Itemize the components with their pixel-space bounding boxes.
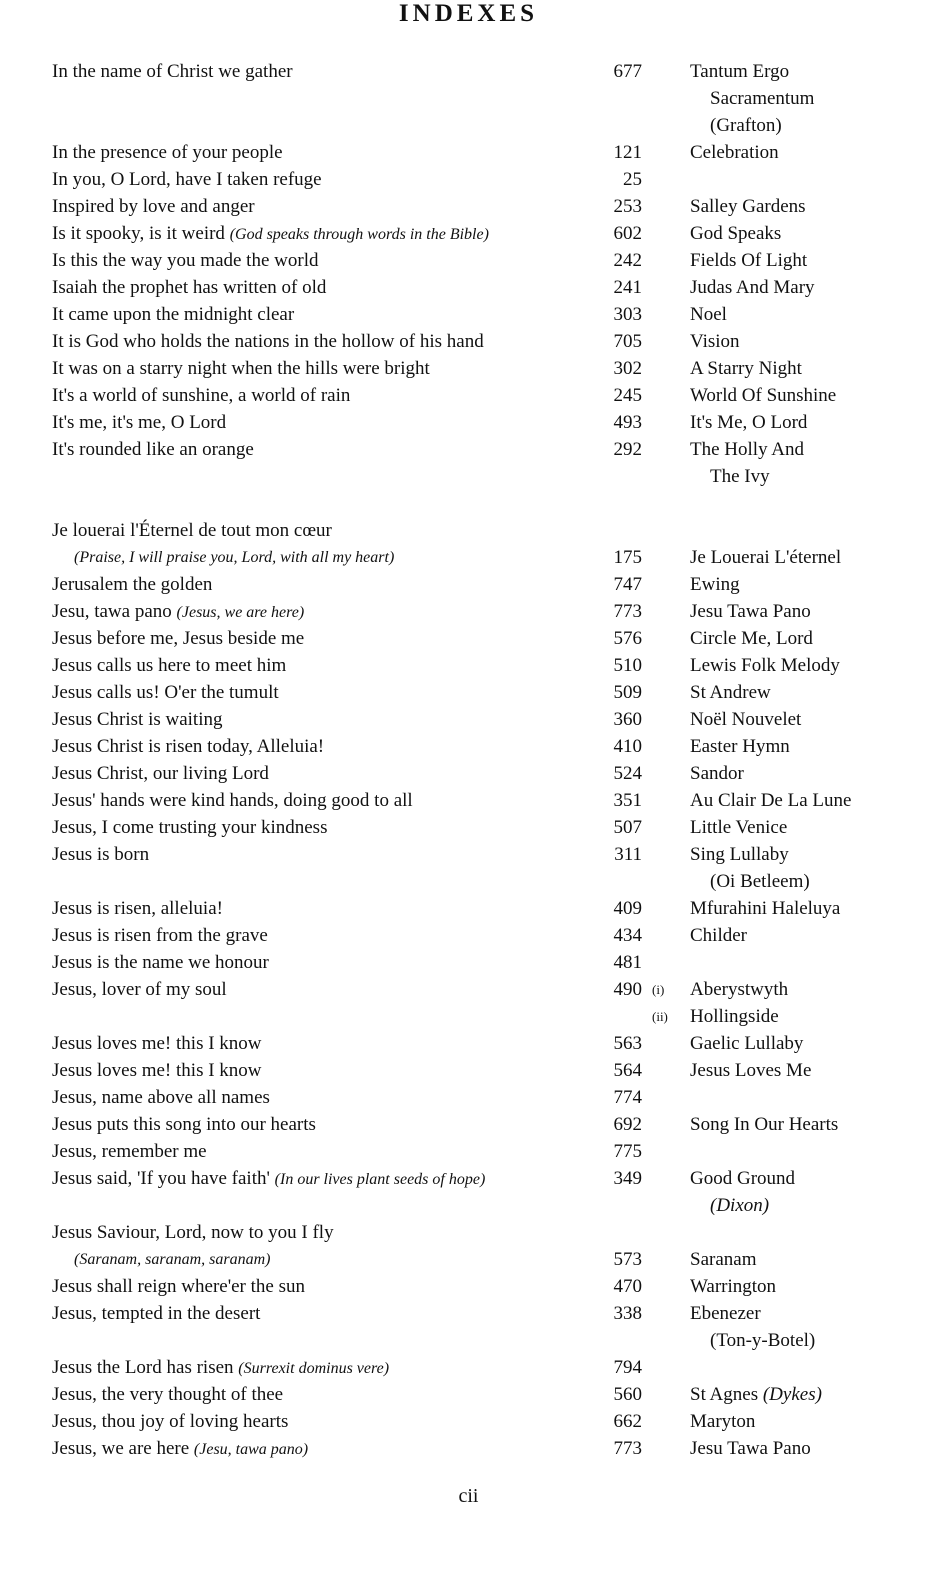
hymn-number: 509	[613, 682, 642, 703]
first-line	[52, 436, 254, 463]
index-entry	[0, 1111, 937, 1138]
hymn-number: 241	[613, 277, 642, 298]
index-entry	[0, 274, 937, 301]
first-line-text: It's a world of sunshine, a world of rain	[52, 385, 351, 406]
tune-name-text: Au Clair De La Lune	[690, 790, 852, 811]
alternate-title: (In our lives plant seeds of hope)	[274, 1171, 486, 1188]
alternate-title: (God speaks through words in the Bible)	[229, 226, 489, 243]
tune-name	[690, 328, 740, 355]
first-line-text: In the name of Christ we gather	[52, 61, 293, 82]
tune-name	[690, 787, 851, 814]
hymn-number: 507	[613, 817, 642, 838]
tune-name-text: Circle Me, Lord	[690, 628, 813, 649]
tune-name-text: Lewis Folk Melody	[690, 655, 840, 676]
first-line	[52, 598, 304, 626]
hymn-number: 576	[613, 628, 642, 649]
index-entry	[0, 247, 937, 274]
tune-name	[690, 976, 788, 1003]
tune-name	[690, 598, 811, 625]
tune-name-text: Song In Our Hearts	[690, 1114, 839, 1135]
index-entry	[0, 1084, 937, 1111]
tune-variant-marker: (ii)	[652, 1009, 668, 1024]
first-line	[52, 814, 327, 841]
first-line-text: Jesus, lover of my soul	[52, 979, 227, 1000]
index-entry	[0, 1435, 937, 1462]
hymn-number: 242	[613, 250, 642, 271]
tune-name-text: It's Me, O Lord	[690, 412, 808, 433]
first-line-text: Jesus, remember me	[52, 1141, 207, 1162]
tune-name	[690, 355, 802, 382]
tune-name	[690, 1381, 822, 1408]
first-line	[52, 193, 255, 220]
hymn-number: 338	[613, 1303, 642, 1324]
tune-name-text: Little Venice	[690, 817, 788, 838]
index-entry	[0, 1273, 937, 1300]
first-line	[52, 1057, 262, 1084]
first-line-text: It was on a starry night when the hills were bright	[52, 358, 430, 379]
hymn-number: 773	[613, 1438, 642, 1459]
tune-name-text: Mfurahini Haleluya	[690, 898, 841, 919]
first-line-text: Jesus before me, Jesus beside me	[52, 628, 305, 649]
page-header: INDEXES	[398, 0, 539, 27]
tune-name-text: The Holly And	[690, 439, 804, 460]
index-entry	[0, 301, 937, 328]
tune-name	[690, 193, 806, 220]
first-line-text: Jesus is the name we honour	[52, 952, 269, 973]
first-line-text: In you, O Lord, have I taken refuge	[52, 169, 322, 190]
index-entry	[0, 922, 937, 949]
first-line-text: Jesus Christ is risen today, Alleluia!	[52, 736, 325, 757]
tune-name	[690, 301, 727, 328]
first-line	[52, 1354, 389, 1382]
tune-name-text: Salley Gardens	[690, 196, 806, 217]
first-line	[52, 949, 269, 976]
index-entry	[0, 112, 937, 139]
tune-name-text: Noël Nouvelet	[690, 709, 802, 730]
tune-name	[690, 1408, 755, 1435]
first-line-text: Jerusalem the golden	[52, 574, 213, 595]
alternate-title: (Jesus, we are here)	[176, 604, 305, 621]
hymn-number: 360	[613, 709, 642, 730]
tune-name-text: Ewing	[690, 574, 740, 595]
first-line	[52, 787, 413, 814]
first-line	[52, 1219, 334, 1246]
first-line-text: It's rounded like an orange	[52, 439, 254, 460]
hymn-number: 773	[613, 601, 642, 622]
tune-name	[690, 1030, 803, 1057]
first-line	[52, 1381, 283, 1408]
hymn-number: 175	[613, 547, 642, 568]
tune-name-text: World Of Sunshine	[690, 385, 837, 406]
tune-name	[690, 814, 787, 841]
first-line	[52, 976, 227, 1003]
index-entry	[0, 436, 937, 463]
tune-name-text: Jesu Tawa Pano	[690, 1438, 811, 1459]
first-line	[52, 895, 223, 922]
tune-name-text: Sandor	[690, 763, 744, 784]
hymn-number: 794	[613, 1357, 642, 1378]
hymn-number: 245	[613, 385, 642, 406]
tune-name	[690, 274, 815, 301]
index-entry	[0, 598, 937, 625]
index-entry	[0, 1192, 937, 1219]
tune-composer: (Dykes)	[762, 1384, 822, 1405]
index-entry	[0, 1246, 937, 1273]
index-entry	[0, 706, 937, 733]
alternate-title: (Saranam, saranam, saranam)	[74, 1251, 271, 1268]
hymn-number: 303	[613, 304, 642, 325]
first-line	[52, 1273, 305, 1300]
hymn-number: 121	[613, 142, 642, 163]
first-line	[52, 274, 326, 301]
index-entry	[0, 1057, 937, 1084]
hymn-number: 311	[614, 844, 642, 865]
tune-name-text: God Speaks	[690, 223, 782, 244]
first-line-text: Jesus, the very thought of thee	[52, 1384, 284, 1405]
alternate-title: (Surrexit dominus vere)	[238, 1360, 390, 1377]
first-line-text: Jesus puts this song into our hearts	[52, 1114, 316, 1135]
tune-name-text: A Starry Night	[690, 358, 802, 379]
hymn-number: 481	[613, 952, 642, 973]
tune-name	[690, 220, 781, 247]
first-line-text: Jesus Christ, our living Lord	[52, 763, 269, 784]
tune-name	[690, 1111, 838, 1138]
hymn-number: 524	[613, 763, 642, 784]
tune-name-text: Saranam	[690, 1249, 757, 1270]
tune-name-continued: (Ton-y-Botel)	[710, 1330, 816, 1351]
tune-name	[690, 733, 790, 760]
first-line	[52, 139, 283, 166]
index-entry	[0, 976, 937, 1003]
first-line-text: Jesus calls us here to meet him	[52, 655, 287, 676]
hymn-number: 774	[613, 1087, 642, 1108]
tune-name	[690, 895, 840, 922]
tune-name-text: St Andrew	[690, 682, 771, 703]
first-line	[52, 1300, 260, 1327]
tune-name	[690, 58, 789, 85]
first-line	[52, 1138, 207, 1165]
tune-name-continued: Sacramentum	[710, 88, 815, 109]
index-entry	[0, 1300, 937, 1327]
tune-name	[690, 679, 771, 706]
index-entry	[0, 517, 937, 544]
tune-name-text: Easter Hymn	[690, 736, 790, 757]
index-entry	[0, 166, 937, 193]
tune-name	[690, 706, 801, 733]
hymn-number: 573	[613, 1249, 642, 1270]
first-line-text: Jesus, name above all names	[52, 1087, 270, 1108]
tune-name-text: Warrington	[690, 1276, 777, 1297]
hymn-number: 692	[613, 1114, 642, 1135]
first-line	[52, 355, 430, 382]
first-line-text: Jesus shall reign where'er the sun	[52, 1276, 305, 1297]
index-entry	[0, 139, 937, 166]
tune-name-continued: (Dixon)	[710, 1195, 770, 1216]
hymn-number: 409	[613, 898, 642, 919]
first-line-text: Jesus calls us! O'er the tumult	[52, 682, 279, 703]
first-line	[52, 841, 149, 868]
first-line	[52, 625, 304, 652]
first-line	[52, 220, 489, 248]
first-line-text: Is this the way you made the world	[52, 250, 319, 271]
tune-name	[690, 382, 836, 409]
index-entry	[0, 1327, 937, 1354]
hymn-number: 775	[613, 1141, 642, 1162]
first-line-text: Je louerai l'Éternel de tout mon cœur	[52, 520, 332, 541]
index-entry	[0, 1003, 937, 1030]
first-line-text: Jesus loves me! this I know	[52, 1033, 262, 1054]
tune-name	[690, 841, 789, 868]
first-line	[52, 760, 269, 787]
tune-name-text: Hollingside	[690, 1006, 779, 1027]
first-line-text: It is God who holds the nations in the hollow of his hand	[52, 331, 484, 352]
first-line	[52, 1435, 308, 1463]
tune-name-text: Judas And Mary	[690, 277, 815, 298]
tune-name	[690, 1300, 761, 1327]
tune-name-text: Fields Of Light	[690, 250, 808, 271]
alternate-title: (Jesu, tawa pano)	[193, 1441, 309, 1458]
first-line	[52, 247, 318, 274]
first-line-text: Jesus the Lord has risen	[52, 1357, 234, 1378]
tune-name-text: Gaelic Lullaby	[690, 1033, 804, 1054]
index-entry	[0, 328, 937, 355]
hymn-number: 705	[613, 331, 642, 352]
index-entry	[0, 1165, 937, 1192]
hymn-number: 510	[613, 655, 642, 676]
first-line-text: In the presence of your people	[52, 142, 283, 163]
first-line	[52, 58, 293, 85]
first-line	[52, 301, 294, 328]
first-line	[52, 328, 484, 355]
hymn-number: 253	[613, 196, 642, 217]
first-line-text: Is it spooky, is it weird	[52, 223, 225, 244]
hymn-number: 602	[613, 223, 642, 244]
tune-name-text: Tantum Ergo	[690, 61, 790, 82]
index-entry	[0, 652, 937, 679]
first-line	[52, 517, 332, 544]
first-lines-index	[0, 58, 937, 1462]
first-line	[52, 706, 222, 733]
index-entry	[0, 193, 937, 220]
first-line	[52, 922, 268, 949]
first-line-text: Inspired by love and anger	[52, 196, 255, 217]
first-line-text: Jesus Saviour, Lord, now to you I fly	[52, 1222, 334, 1243]
tune-name-text: Sing Lullaby	[690, 844, 789, 865]
tune-name	[690, 760, 744, 787]
first-line	[52, 652, 286, 679]
first-line	[52, 1030, 262, 1057]
tune-name-text: Vision	[690, 331, 740, 352]
first-line-text: Jesus, tempted in the desert	[52, 1303, 261, 1324]
first-line-text: Jesus said, 'If you have faith'	[52, 1168, 270, 1189]
hymn-number: 662	[613, 1411, 642, 1432]
hymn-number: 302	[613, 358, 642, 379]
spacer	[0, 490, 937, 517]
tune-variant-marker: (i)	[652, 982, 665, 997]
tune-name	[690, 409, 807, 436]
tune-name-text: Noel	[690, 304, 727, 325]
first-line	[52, 1084, 270, 1111]
index-entry	[0, 787, 937, 814]
index-entry	[0, 949, 937, 976]
first-line-text: Jesus' hands were kind hands, doing good to all	[52, 790, 413, 811]
tune-name	[690, 1057, 811, 1084]
index-entry	[0, 1030, 937, 1057]
first-line	[52, 679, 279, 706]
index-entry	[0, 1408, 937, 1435]
tune-name	[690, 625, 813, 652]
tune-name-text: Ebenezer	[690, 1303, 761, 1324]
first-line-text: Jesus is risen from the grave	[52, 925, 268, 946]
tune-name-text: Celebration	[690, 142, 779, 163]
index-entry	[0, 220, 937, 247]
first-line	[52, 166, 322, 193]
index-entry	[0, 85, 937, 112]
hymn-number: 470	[613, 1276, 642, 1297]
index-entry	[0, 625, 937, 652]
index-entry	[0, 868, 937, 895]
first-line	[52, 1408, 288, 1435]
index-entry	[0, 355, 937, 382]
hymn-number: 292	[613, 439, 642, 460]
tune-name-text: Jesu Tawa Pano	[690, 601, 811, 622]
tune-name-text: Aberystwyth	[690, 979, 789, 1000]
tune-name-text: Maryton	[690, 1411, 756, 1432]
tune-name-text: Childer	[690, 925, 747, 946]
tune-name-text: Jesus Loves Me	[690, 1060, 812, 1081]
first-line-text: Jesus loves me! this I know	[52, 1060, 262, 1081]
index-entry	[0, 814, 937, 841]
tune-name	[690, 247, 807, 274]
hymn-number: 490	[613, 979, 642, 1000]
tune-name-continued: (Grafton)	[710, 115, 782, 136]
first-line	[52, 571, 212, 598]
hymn-number: 25	[623, 169, 642, 190]
page-number: cii	[458, 1485, 479, 1507]
index-entry	[0, 760, 937, 787]
tune-name	[690, 436, 804, 463]
tune-name	[690, 1246, 756, 1273]
first-line-text: Jesus, thou joy of loving hearts	[52, 1411, 289, 1432]
hymn-number: 747	[613, 574, 642, 595]
first-line-text: Jesus Christ is waiting	[52, 709, 223, 730]
hymn-number: 351	[613, 790, 642, 811]
tune-name	[690, 1273, 776, 1300]
first-line-text: Jesu, tawa pano	[52, 601, 172, 622]
first-line-text: Jesus is born	[52, 844, 150, 865]
tune-name	[690, 544, 841, 571]
index-entry	[0, 1381, 937, 1408]
hymn-number: 563	[613, 1033, 642, 1054]
first-line	[52, 733, 324, 760]
first-line-text: Jesus, I come trusting your kindness	[52, 817, 328, 838]
index-entry	[0, 1354, 937, 1381]
hymn-number: 493	[613, 412, 642, 433]
tune-name	[690, 652, 840, 679]
first-line-text: It came upon the midnight clear	[52, 304, 295, 325]
tune-name-text: Good Ground	[690, 1168, 796, 1189]
tune-name	[690, 1003, 779, 1030]
index-entry	[0, 841, 937, 868]
first-line-text: Jesus is risen, alleluia!	[52, 898, 223, 919]
index-entry	[0, 679, 937, 706]
tune-name	[690, 1165, 795, 1192]
tune-name	[690, 571, 740, 598]
index-entry	[0, 409, 937, 436]
first-line	[52, 409, 226, 436]
hymn-number: 560	[613, 1384, 642, 1405]
index-entry	[0, 58, 937, 85]
index-entry	[0, 544, 937, 571]
index-entry	[0, 382, 937, 409]
hymn-number: 677	[613, 61, 642, 82]
hymn-number: 349	[613, 1168, 642, 1189]
index-entry	[0, 463, 937, 490]
first-line-text: It's me, it's me, O Lord	[52, 412, 227, 433]
first-line-text: Isaiah the prophet has written of old	[52, 277, 327, 298]
hymn-number: 434	[613, 925, 642, 946]
tune-name-text: St Agnes	[690, 1384, 759, 1405]
tune-name	[690, 922, 747, 949]
first-line-text: Jesus, we are here	[52, 1438, 190, 1459]
tune-name-continued: (Oi Betleem)	[710, 871, 810, 892]
tune-name	[690, 1435, 811, 1462]
first-line	[52, 1111, 316, 1138]
alternate-title: (Praise, I will praise you, Lord, with all my heart)	[74, 549, 395, 566]
index-entry	[0, 895, 937, 922]
index-entry	[0, 1138, 937, 1165]
hymn-number: 564	[613, 1060, 642, 1081]
index-entry	[0, 1219, 937, 1246]
first-line	[52, 382, 350, 409]
index-entry	[0, 571, 937, 598]
first-line	[52, 1165, 485, 1193]
tune-name	[690, 139, 779, 166]
hymn-number: 410	[613, 736, 642, 757]
tune-name-text: Je Louerai L'éternel	[690, 547, 842, 568]
index-entry	[0, 733, 937, 760]
tune-name-continued: The Ivy	[710, 466, 770, 487]
